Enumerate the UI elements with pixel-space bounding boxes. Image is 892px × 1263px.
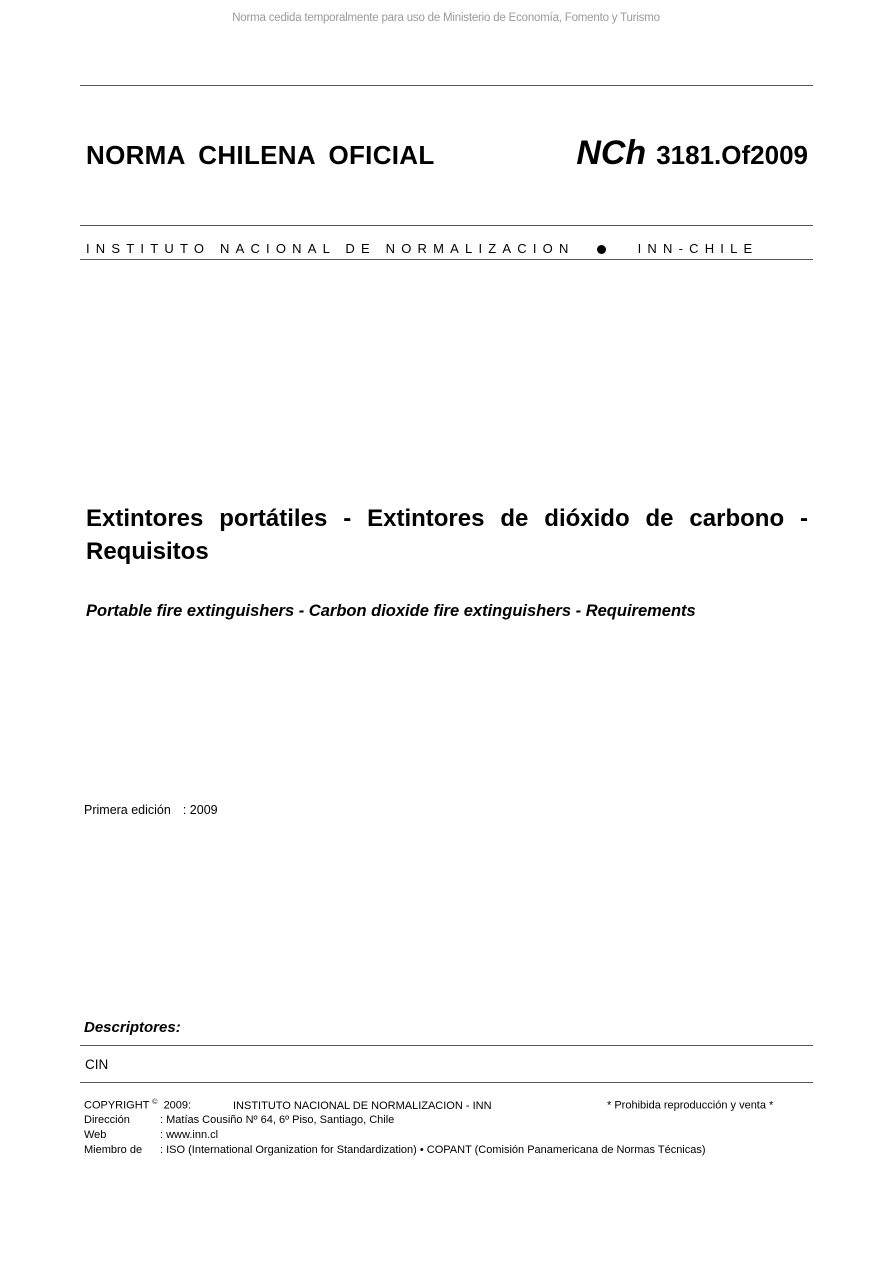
address-value: : Matías Cousiño Nº 64, 6º Piso, Santiago, Chile — [160, 1114, 395, 1126]
institute-banner — [86, 241, 758, 256]
edition-label: Primera edición — [84, 803, 171, 817]
copyright-row — [84, 1099, 773, 1112]
institute-name: INSTITUTO NACIONAL DE NORMALIZACION — [86, 241, 575, 256]
prohibited-notice: * Prohibida reproducción y venta * — [607, 1099, 774, 1112]
copyright-label: COPYRIGHT — [84, 1099, 150, 1112]
watermark: Norma cedida temporalmente para uso de Ministerio de Economía, Fomento y Turismo — [232, 12, 660, 24]
bullet-icon — [597, 245, 606, 254]
copyright-year: 2009: — [163, 1099, 192, 1112]
document-subtitle: Portable fire extinguishers - Carbon dioxide fire extinguishers - Requirements — [86, 602, 696, 620]
norma-chilena-heading: NORMA CHILENA OFICIAL — [86, 140, 435, 170]
descriptores-value: CIN — [85, 1057, 109, 1072]
web-label: Web — [84, 1129, 107, 1141]
document-title: Extintores portátiles - Extintores de dióxido de carbono - Requisitos — [86, 505, 808, 565]
edition-info — [84, 803, 218, 817]
nch-label: NCh — [576, 134, 647, 172]
top-rule — [80, 85, 813, 86]
institute-short: INN-CHILE — [637, 241, 759, 256]
descriptores-label: Descriptores: — [84, 1019, 181, 1036]
member-label: Miembro de — [84, 1144, 143, 1156]
web-row — [84, 1129, 218, 1141]
standard-number: 3181.Of2009 — [656, 140, 808, 170]
header-rule-lower — [80, 259, 813, 260]
header-rule-upper — [80, 225, 813, 226]
edition-value: : 2009 — [182, 803, 218, 817]
web-value: : www.inn.cl — [160, 1129, 219, 1141]
member-row — [84, 1144, 706, 1156]
copyright-symbol: © — [152, 1099, 158, 1106]
descriptores-rule-upper — [80, 1045, 813, 1046]
copyright-holder: INSTITUTO NACIONAL DE NORMALIZACION - INN — [233, 1099, 492, 1112]
descriptores-rule-lower — [80, 1082, 813, 1083]
address-label: Dirección — [84, 1114, 130, 1126]
member-value: : ISO (International Organization for Standardization) • COPANT (Comisión Panamericana de Normas Técnicas) — [160, 1144, 706, 1156]
address-row — [84, 1114, 394, 1126]
standard-code — [576, 134, 808, 173]
